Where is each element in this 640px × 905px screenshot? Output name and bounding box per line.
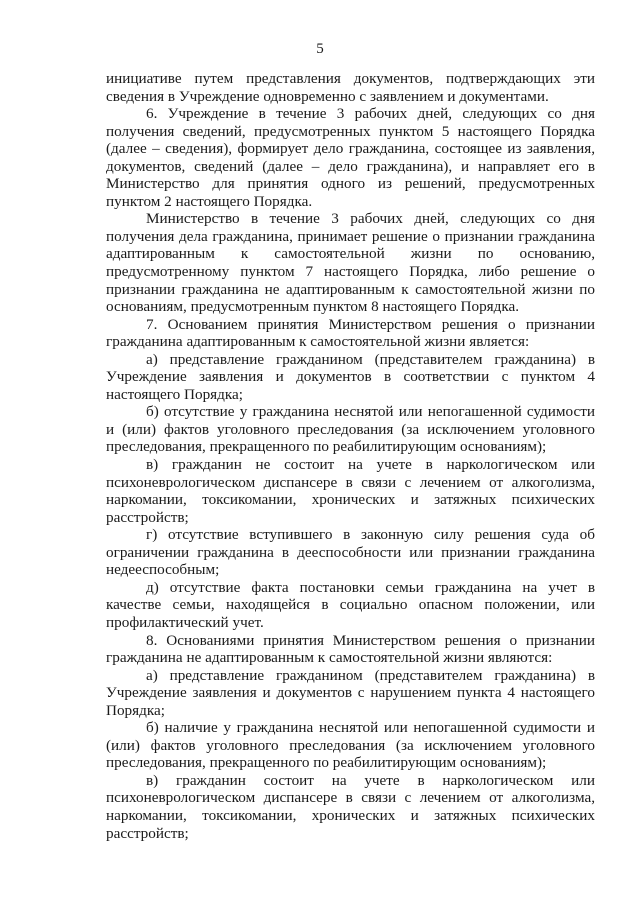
subitem-7d: д) отсутствие факта постановки семьи гражданина на учет в качестве семьи, находящейся в социально опасном положении, или профилактический учет.: [106, 578, 595, 631]
subitem-7g: г) отсутствие вступившего в законную силу решения суда об ограничении гражданина в дееспособности или признании гражданина недееспособным;: [106, 526, 595, 579]
subitem-8v: в) гражданин состоит на учете в наркологическом или психоневрологическом диспансере в связи с лечением от алкоголизма, наркомании, токсикомании, хронических и затяжных психических расстройств;: [106, 771, 595, 842]
subitem-7v: в) гражданин не состоит на учете в наркологическом или психоневрологическом диспансере в связи с лечением от алкоголизма, наркомании, токсикомании, хронических и затяжных психических расстройств;: [106, 456, 595, 526]
paragraph-item-8: 8. Основаниями принятия Министерством решения о признании гражданина не адаптированным к самостоятельной жизни являются:: [106, 631, 595, 667]
document-body: [106, 70, 595, 842]
paragraph-continuation: инициативе путем представления документов, подтверждающих эти сведения в Учреждение одновременно с заявлением и документами.: [106, 70, 595, 105]
page-number: 5: [316, 41, 324, 57]
subitem-7b: б) отсутствие у гражданина неснятой или непогашенной судимости и (или) фактов уголовного преследования (за исключением уголовного преследования, прекращенного по реабилитирующим основаниям);: [106, 403, 595, 456]
paragraph-ministry-decision: Министерство в течение 3 рабочих дней, следующих со дня получения дела гражданина, принимает решение о признании гражданина адаптированным к самостоятельной жизни по основанию, предусмотренному пунктом 7 настоящего Порядка, либо решение о признании гражданина не адаптированным к самостоятельной жизни по основаниям, предусмотренным пунктом 8 настоящего Порядка.: [106, 210, 595, 316]
paragraph-item-6: 6. Учреждение в течение 3 рабочих дней, следующих со дня получения сведений, предусмотренных пунктом 5 настоящего Порядка (далее – сведения), формирует дело гражданина, состоящее из заявления, документов, сведений (далее – дело гражданина), и направляет его в Министерство для принятия одного из решений, предусмотренных пунктом 2 настоящего Порядка.: [106, 105, 595, 210]
subitem-7a: а) представление гражданином (представителем гражданина) в Учреждение заявления и документов в соответствии с пунктом 4 настоящего Порядка;: [106, 350, 595, 403]
subitem-8a: а) представление гражданином (представителем гражданина) в Учреждение заявления и документов с нарушением пункта 4 настоящего Порядка;: [106, 666, 595, 719]
paragraph-item-7: 7. Основанием принятия Министерством решения о признании гражданина адаптированным к самостоятельной жизни является:: [106, 315, 595, 351]
subitem-8b: б) наличие у гражданина неснятой или непогашенной судимости и (или) фактов уголовного преследования (за исключением уголовного преследования, прекращенного по реабилитирующим основаниям);: [106, 719, 595, 772]
